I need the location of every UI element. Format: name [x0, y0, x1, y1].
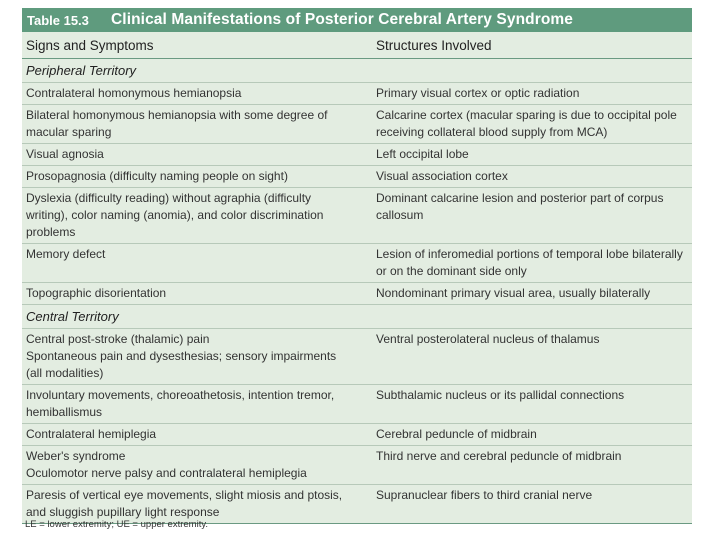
sign-cell: [22, 166, 368, 187]
sign-line: Paresis of vertical eye movements, slight miosis and ptosis,: [26, 488, 343, 502]
sign-cell: [22, 244, 368, 282]
table-title-bar: [22, 8, 692, 32]
structure-line: Calcarine cortex (macular sparing is due to occipital pole: [376, 108, 677, 122]
sign-line: Weber's syndrome: [26, 449, 126, 463]
structure-cell: [368, 188, 692, 243]
structure-cell: [368, 385, 692, 423]
sign-cell: [22, 105, 368, 143]
sign-cell: [22, 329, 368, 384]
structure-cell: [368, 485, 692, 523]
table-footnote: LE = lower extremity; UE = upper extremity.: [25, 519, 209, 530]
table-number: Table 15.3: [27, 12, 89, 28]
structure-line: callosum: [376, 208, 424, 222]
structure-line: Ventral posterolateral nucleus of thalamus: [376, 332, 600, 346]
structure-line: Cerebral peduncle of midbrain: [376, 427, 537, 441]
structure-line: receiving collateral blood supply from MCA): [376, 125, 608, 139]
sign-line: and sluggish pupillary light response: [26, 505, 220, 519]
structure-cell: [368, 446, 692, 484]
sign-line: Dyslexia (difficulty reading) without agraphia (difficulty: [26, 191, 312, 205]
structure-line: Nondominant primary visual area, usually bilaterally: [376, 286, 651, 300]
structure-line: Dominant calcarine lesion and posterior part of corpus: [376, 191, 664, 205]
sign-line: Involuntary movements, choreoathetosis, intention tremor,: [26, 388, 335, 402]
sign-line: Topographic disorientation: [26, 286, 167, 300]
structure-line: Third nerve and cerebral peduncle of midbrain: [376, 449, 622, 463]
section-heading: Central Territory: [22, 305, 692, 329]
structure-cell: [368, 329, 692, 384]
table-title: Clinical Manifestations of Posterior Cerebral Artery Syndrome: [111, 11, 574, 28]
sign-line: Central post-stroke (thalamic) pain: [26, 332, 210, 346]
sign-line: Spontaneous pain and dysesthesias; sensory impairments: [26, 349, 337, 363]
structure-line: Left occipital lobe: [376, 147, 469, 161]
header-structures-involved: Structures Involved: [376, 37, 492, 53]
sign-line: [26, 263, 368, 280]
sign-line: writing), color naming (anomia), and color discrimination: [26, 208, 324, 222]
sign-line: Prosopagnosia (difficulty naming people on sight): [26, 169, 288, 183]
header-signs-symptoms: Signs and Symptoms: [26, 37, 154, 53]
structure-line: or on the dominant side only: [376, 264, 527, 278]
sign-cell: [22, 485, 368, 523]
structure-cell: [368, 166, 692, 187]
structure-line: Supranuclear fibers to third cranial nerve: [376, 488, 593, 502]
sign-cell: [22, 385, 368, 423]
section-heading: Peripheral Territory: [22, 59, 692, 83]
table-row: [22, 446, 692, 485]
sign-line: Memory defect: [26, 247, 106, 261]
structure-line: Subthalamic nucleus or its pallidal connections: [376, 388, 625, 402]
table-row: [22, 283, 692, 305]
sign-line: problems: [26, 225, 76, 239]
sign-line: Visual agnosia: [26, 147, 104, 161]
sign-line: Contralateral hemiplegia: [26, 427, 157, 441]
sign-line: Oculomotor nerve palsy and contralateral hemiplegia: [26, 466, 307, 480]
sign-cell: [22, 283, 368, 304]
structure-cell: [368, 424, 692, 445]
table-row: [22, 329, 692, 385]
sign-cell: [22, 83, 368, 104]
sign-cell: [22, 424, 368, 445]
sign-line: Contralateral homonymous hemianopsia: [26, 86, 242, 100]
structure-cell: [368, 144, 692, 165]
sign-cell: [22, 144, 368, 165]
sign-line: hemiballismus: [26, 405, 103, 419]
table-row: [22, 166, 692, 188]
clinical-table: [22, 8, 692, 524]
table-row: [22, 144, 692, 166]
table-header-row: [22, 32, 692, 59]
structure-line: Primary visual cortex or optic radiation: [376, 86, 580, 100]
structure-cell: [368, 83, 692, 104]
structure-cell: [368, 244, 692, 282]
table-row: [22, 105, 692, 144]
sign-cell: [22, 446, 368, 484]
sign-cell: [22, 188, 368, 243]
structure-cell: [368, 105, 692, 143]
structure-line: Lesion of inferomedial portions of temporal lobe bilaterally: [376, 247, 683, 261]
structure-line: Visual association cortex: [376, 169, 508, 183]
table-row: [22, 188, 692, 244]
sign-line: Bilateral homonymous hemianopsia with some degree of: [26, 108, 328, 122]
table-row: [22, 385, 692, 424]
sign-line: macular sparing: [26, 125, 112, 139]
table-row: [22, 83, 692, 105]
structure-cell: [368, 283, 692, 304]
sign-line: (all modalities): [26, 366, 104, 380]
table-body: [22, 59, 692, 524]
table-row: [22, 424, 692, 446]
table-row: [22, 244, 692, 283]
